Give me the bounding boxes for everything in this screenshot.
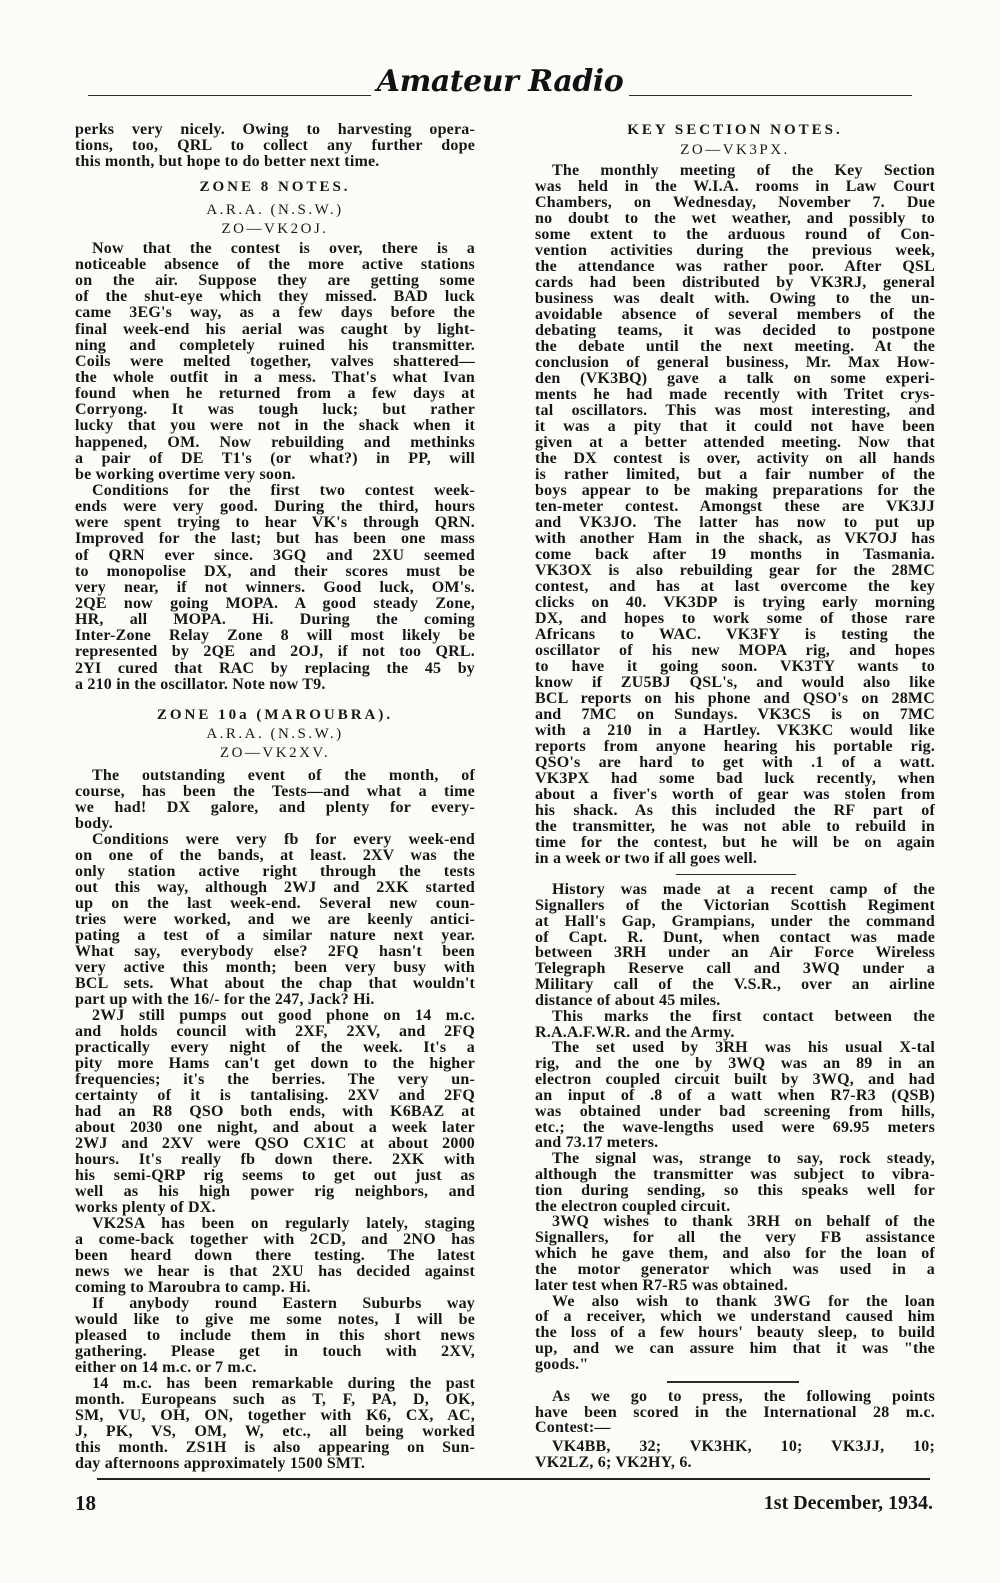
text-line: Contest:— <box>535 1419 611 1437</box>
paragraph <box>75 768 475 832</box>
masthead <box>88 62 912 102</box>
paragraph <box>75 241 475 483</box>
text-line: only station active right through the tests <box>75 862 475 880</box>
text-line: time for the contest, but he will be on again <box>535 834 935 851</box>
text-line: VK3PX had some bad luck recently, when <box>535 770 935 787</box>
section-heading: ZONE 8 NOTES. <box>199 179 351 196</box>
text-line: tion during sending, so this speaks well for <box>535 1181 935 1199</box>
text-line: the DX contest is over, activity on all hands <box>535 450 935 467</box>
section-divider <box>676 874 796 875</box>
text-line: lucky that you were not in the shack when it <box>75 417 475 435</box>
text-line: of QRN ever since. 3GQ and 2XU seemed <box>75 546 475 564</box>
text-line: happened, OM. Now rebuilding and methinks <box>75 433 475 451</box>
text-line: DX, and hopes to work some of those rare <box>535 610 935 627</box>
paragraph <box>535 1294 935 1373</box>
paragraph <box>75 483 475 693</box>
text-line: Improved for the last; but has been one mass <box>75 530 475 548</box>
text-line: very active this month; been very busy with <box>75 958 475 976</box>
text-line: the transmitter, he was not able to rebuild in <box>535 818 935 835</box>
text-line: with another Ham in the shack, as VK7OJ has <box>535 530 935 547</box>
masthead-title: Amateur Radio <box>376 64 624 99</box>
page-number: 18 <box>75 1491 96 1515</box>
text-line: VK2SA has been on regularly lately, staging <box>92 1214 475 1232</box>
text-line: J, PK, VS, OM, W, etc., all being worked <box>75 1422 475 1440</box>
issue-date: 1st December, 1934. <box>763 1492 933 1514</box>
text-line: goods." <box>535 1355 589 1373</box>
text-line: 14 m.c. has been remarkable during the past <box>92 1374 475 1392</box>
text-line: VK2LZ, 6; VK2HY, 6. <box>535 1453 692 1471</box>
text-line: was held in the W.I.A. rooms in Law Court <box>535 178 935 195</box>
text-line: hours. It's really fb down there. 2XK with <box>75 1150 475 1168</box>
text-line: rig, and the one by 3WQ was an 89 in an <box>535 1055 935 1073</box>
text-line: practically every night of the week. It's a <box>75 1038 475 1056</box>
footer-rule <box>97 1478 930 1480</box>
text-line: We also wish to thank 3WG for the loan <box>552 1292 935 1310</box>
signallers-article <box>535 882 935 1373</box>
text-line: HR, all MOPA. Hi. During the coming <box>75 611 475 629</box>
text-line: it was a pity that it could not have been <box>535 418 935 435</box>
text-line: BCL sets. What about the chap that wouldn't <box>75 974 475 992</box>
section-heading: KEY SECTION NOTES. <box>627 121 843 138</box>
text-line: the electron coupled circuit. <box>535 1197 731 1215</box>
text-line: SM, VU, OH, ON, together with K6, CX, AC, <box>75 1406 475 1424</box>
text-line: news we hear is that 2XU has decided against <box>75 1262 475 1280</box>
text-line: debating teams, it was decided to postpone <box>535 322 935 339</box>
text-line: If anybody round Eastern Suburbs way <box>92 1294 475 1312</box>
text-line: cards had been distributed by VK3RJ, general <box>535 274 935 291</box>
text-line: of Capt. R. Dunt, when contact was made <box>535 928 935 946</box>
section-body <box>75 768 475 1472</box>
text-line: reports from anyone hearing his portable rig. <box>535 738 935 755</box>
text-line: was obtained under bad screening from hills, <box>535 1102 935 1120</box>
text-line: avoidable absence of several members of the <box>535 306 935 323</box>
section-heading: ZONE 10a (MAROUBRA). <box>156 706 394 723</box>
text-line: know if ZU5BJ QSL's, and would also like <box>535 674 935 691</box>
paragraph <box>535 1389 935 1436</box>
text-line: gathering. Please get in touch with 2XV, <box>75 1342 475 1360</box>
section-body <box>75 241 475 693</box>
text-line: on one of the bands, at least. 2XV was the <box>75 846 475 864</box>
text-line: Chambers, on Wednesday, November 7. Due <box>535 194 935 211</box>
text-line: to monopolise DX, and their scores must be <box>75 562 475 580</box>
text-line: be working overtime very soon. <box>75 465 296 483</box>
paragraph <box>535 882 935 1009</box>
text-line: BCL reports on his phone and QSO's on 28MC <box>535 690 935 707</box>
text-line: Africans to WAC. VK3FY is testing the <box>535 626 935 643</box>
text-line: History was made at a recent camp of the <box>552 881 935 899</box>
zone-8-notes <box>75 178 475 692</box>
text-line: his semi-QRP rig seems to get out just as <box>75 1166 475 1184</box>
text-line: later test when R7-R5 was obtained. <box>535 1276 788 1294</box>
text-line: final week-end his aerial was caught by light- <box>75 320 475 338</box>
text-line: electron coupled circuit built by 3WQ, and had <box>535 1071 935 1089</box>
text-line: up on the last week-end. Several new coun- <box>75 894 475 912</box>
paragraph <box>75 1216 475 1296</box>
text-line: day afternoons approximately 1500 SMT. <box>75 1454 366 1472</box>
masthead-rule-right <box>629 95 912 97</box>
text-line: about a fiver's worth of gear was stolen from <box>535 786 935 803</box>
text-line: to have it going soon. VK3TY wants to <box>535 658 935 675</box>
text-line: conclusion of general business, Mr. Max How- <box>535 354 935 371</box>
text-line: been heard down there testing. The latest <box>75 1246 475 1264</box>
text-line: represented by 2QE and 2OJ, if not too QRL. <box>75 643 475 661</box>
text-line: up, and we can assure him that it was "the <box>535 1340 935 1358</box>
text-line: this month, but hope to do better next time. <box>75 153 380 171</box>
text-line: ning and completely ruined his transmitter. <box>75 336 475 354</box>
text-line: the loss of a few hours' beauty sleep, to build <box>535 1324 935 1342</box>
paragraph <box>75 1376 475 1472</box>
text-line: out this way, although 2WJ and 2XK started <box>75 878 475 896</box>
text-line: came 3EG's way, as a few days before the <box>75 304 475 322</box>
paragraph <box>535 1009 935 1041</box>
text-line: As we go to press, the following points <box>552 1388 935 1406</box>
section-divider <box>667 1381 799 1382</box>
text-line: Inter-Zone Relay Zone 8 will most likely be <box>75 627 475 645</box>
text-line: had an R8 QSO both ends, with K6BAZ at <box>75 1102 475 1120</box>
text-line: his shack. As this included the RF part of <box>535 802 935 819</box>
paragraph <box>535 163 935 867</box>
text-line: at Hall's Gap, Grampians, under the command <box>535 912 935 930</box>
text-line: very near, if not winners. Good luck, OM's. <box>75 578 475 596</box>
text-line: a come-back together with 2CD, and 2NO has <box>75 1230 475 1248</box>
paragraph <box>75 832 475 1008</box>
text-line: works plenty of DX. <box>75 1198 216 1216</box>
text-line: certainty of it is tantalising. 2XV and 2FQ <box>75 1086 475 1104</box>
left-column <box>75 122 475 1472</box>
zone-officer-callsign: ZO—VK2XV. <box>219 744 331 761</box>
text-line: the debate until the next meeting. At the <box>535 338 935 355</box>
text-line: course, has been the Tests—and what a time <box>75 782 475 800</box>
text-line: VK4BB, 32; VK3HK, 10; VK3JJ, 10; <box>552 1438 935 1456</box>
text-line: pating a test of a similar nature next year. <box>75 926 475 944</box>
text-line: an input of .8 of a watt when R7-R3 (QSB) <box>535 1086 935 1104</box>
text-line: and 73.17 meters. <box>535 1134 659 1152</box>
text-line: The signal was, strange to say, rock steady, <box>552 1150 935 1168</box>
paragraph <box>75 1296 475 1376</box>
text-line: come back after 19 months in Tasmania. <box>535 546 935 563</box>
text-line: of a receiver, which we understand caused him <box>535 1308 935 1326</box>
text-line: pity more Hams can't get down to the higher <box>75 1054 475 1072</box>
text-line: either on 14 m.c. or 7 m.c. <box>75 1358 257 1376</box>
text-line: on the air. Suppose they are getting some <box>75 272 475 290</box>
text-line: the motor generator which was used in a <box>535 1260 935 1278</box>
section-subheading: A.R.A. (N.S.W.) <box>206 725 344 742</box>
zone-officer-callsign: ZO—VK2OJ. <box>221 221 329 238</box>
text-line: boys appear to be making preparations for the <box>535 482 935 499</box>
text-line: this month. ZS1H is also appearing on Sun- <box>75 1438 475 1456</box>
text-line: 2WJ still pumps out good phone on 14 m.c. <box>92 1006 475 1024</box>
text-line: with a 210 in a Hartley. VK3KC would like <box>535 722 935 739</box>
text-line: given at a better attended meeting. Now that <box>535 434 935 451</box>
text-line: QSO's are hard to get with .1 of a watt. <box>535 754 935 771</box>
text-line: noticeable absence of the more active stations <box>75 256 475 274</box>
text-line: Conditions were very fb for every week-end <box>92 830 475 848</box>
text-line: perks very nicely. Owing to harvesting opera- <box>75 121 475 138</box>
text-line: and VK3JO. The latter has now to put up <box>535 514 935 531</box>
text-line: The outstanding event of the month, of <box>92 766 475 784</box>
text-line: 3WQ wishes to thank 3RH on behalf of the <box>552 1213 935 1231</box>
key-section-notes <box>535 121 935 868</box>
text-line: Signallers of the Victorian Scottish Regiment <box>535 896 935 914</box>
text-line: the attendance was rather poor. After QSL <box>535 258 935 275</box>
paragraph <box>535 1151 935 1214</box>
right-column <box>535 121 935 1471</box>
text-line: of the shut-eye which they missed. BAD luck <box>75 288 475 306</box>
text-line: tions, too, QRL to collect any further dope <box>75 137 475 155</box>
paragraph <box>535 1214 935 1293</box>
text-line: contest, and has at last overcome the key <box>535 578 935 595</box>
text-line: ten-meter contest. Amongst these are VK3JJ <box>535 498 935 515</box>
text-line: Telegraph Reserve call and 3WQ under a <box>535 960 935 978</box>
text-line: Conditions for the first two contest week- <box>92 482 475 500</box>
paragraph <box>535 1040 935 1151</box>
text-line: which he gave them, and also for the loan of <box>535 1245 935 1263</box>
text-line: body. <box>75 814 113 832</box>
text-line: between 3RH under an Air Force Wireless <box>535 944 935 962</box>
text-line: The set used by 3RH was his usual X-tal <box>552 1039 935 1057</box>
text-line: This marks the first contact between the <box>552 1007 935 1025</box>
text-line: R.A.A.F.W.R. and the Army. <box>535 1023 735 1041</box>
text-line: no doubt to the wet weather, and possibly to <box>535 210 935 227</box>
text-line: a 210 in the oscillator. Note now T9. <box>75 675 326 693</box>
text-line: we had! DX galore, and plenty for every- <box>75 798 475 816</box>
text-line: What say, everybody else? 2FQ hasn't been <box>75 942 475 960</box>
section-subheading: A.R.A. (N.S.W.) <box>206 202 344 219</box>
text-line: although the transmitter was subject to vibra- <box>535 1165 935 1183</box>
text-line: 2QE now going MOPA. A good steady Zone, <box>75 595 475 613</box>
text-line: found when he returned from a few days at <box>75 385 475 403</box>
text-line: business was dealt with. Owing to the un- <box>535 290 935 307</box>
text-line: Corryong. It was tough luck; but rather <box>75 401 475 419</box>
text-line: about 2030 one night, and about a week later <box>75 1118 475 1136</box>
text-line: 2YI cured that RAC by replacing the 45 by <box>75 659 475 677</box>
text-line: a pair of DE T1's (or what?) in PP, will <box>75 449 475 467</box>
text-line: some extent to the arduous round of Con- <box>535 226 935 243</box>
stop-press-scores <box>535 1389 935 1470</box>
text-line: vention activities during the previous week, <box>535 242 935 259</box>
text-line: and 7MC on Sundays. VK3CS is on 7MC <box>535 706 935 723</box>
text-line: Coils were melted together, valves shattered— <box>75 352 475 370</box>
text-line: tries were worked, and we are keenly antici- <box>75 910 475 928</box>
text-line: month. Europeans such as T, F, PA, D, OK, <box>75 1390 475 1408</box>
text-line: Now that the contest is over, there is a <box>92 239 475 257</box>
text-line: and holds council with 2XF, 2XV, and 2FQ <box>75 1022 475 1040</box>
paragraph <box>535 1439 935 1470</box>
text-line: would like to give me some notes, I will be <box>75 1310 475 1328</box>
text-line: ments he had made recently with Tritet crys- <box>535 386 935 403</box>
text-line: den (VK3BQ) gave a talk on some experi- <box>535 370 935 387</box>
zone-10a-notes <box>75 706 475 1472</box>
text-line: distance of about 45 miles. <box>535 991 721 1009</box>
text-line: Signallers, for all the very FB assistance <box>535 1229 935 1247</box>
text-line: 2WJ and 2XV were QSO CX1C at about 2000 <box>75 1134 475 1152</box>
text-line: Military call of the V.S.R., over an airline <box>535 976 935 994</box>
text-line: The monthly meeting of the Key Section <box>552 162 935 179</box>
text-line: coming to Maroubra to camp. Hi. <box>75 1278 311 1296</box>
text-line: pleased to include them in this short news <box>75 1326 475 1344</box>
text-line: part up with the 16/- for the 247, Jack? Hi. <box>75 990 375 1008</box>
text-line: in a week or two if all goes well. <box>535 850 758 867</box>
paragraph <box>75 1008 475 1216</box>
text-line: were spent trying to hear VK's through QRN. <box>75 514 475 532</box>
text-line: clicks on 40. VK3DP is trying early morning <box>535 594 935 611</box>
text-line: tal oscillators. This was most interesting, and <box>535 402 935 419</box>
text-line: well as his high power rig neighbors, and <box>75 1182 475 1200</box>
text-line: ends were very good. During the third, hours <box>75 498 475 516</box>
text-line: the whole outfit in a mess. That's what Ivan <box>75 369 475 387</box>
text-line: frequencies; it's the berries. The very un- <box>75 1070 475 1088</box>
text-line: VK3OX is also rebuilding gear for the 28MC <box>535 562 935 579</box>
masthead-rule-left <box>88 95 371 97</box>
text-line: oscillator of his new MOPA rig, and hopes <box>535 642 935 659</box>
zone-officer-callsign: ZO—VK3PX. <box>680 141 790 158</box>
text-line: etc.; the wave-lengths used were 69.95 meters <box>535 1118 935 1136</box>
section-body <box>535 163 935 867</box>
text-line: is rather limited, but a fair number of the <box>535 466 935 483</box>
continued-paragraph <box>75 122 475 170</box>
text-line: have been scored in the International 28 m.c. <box>535 1403 935 1421</box>
